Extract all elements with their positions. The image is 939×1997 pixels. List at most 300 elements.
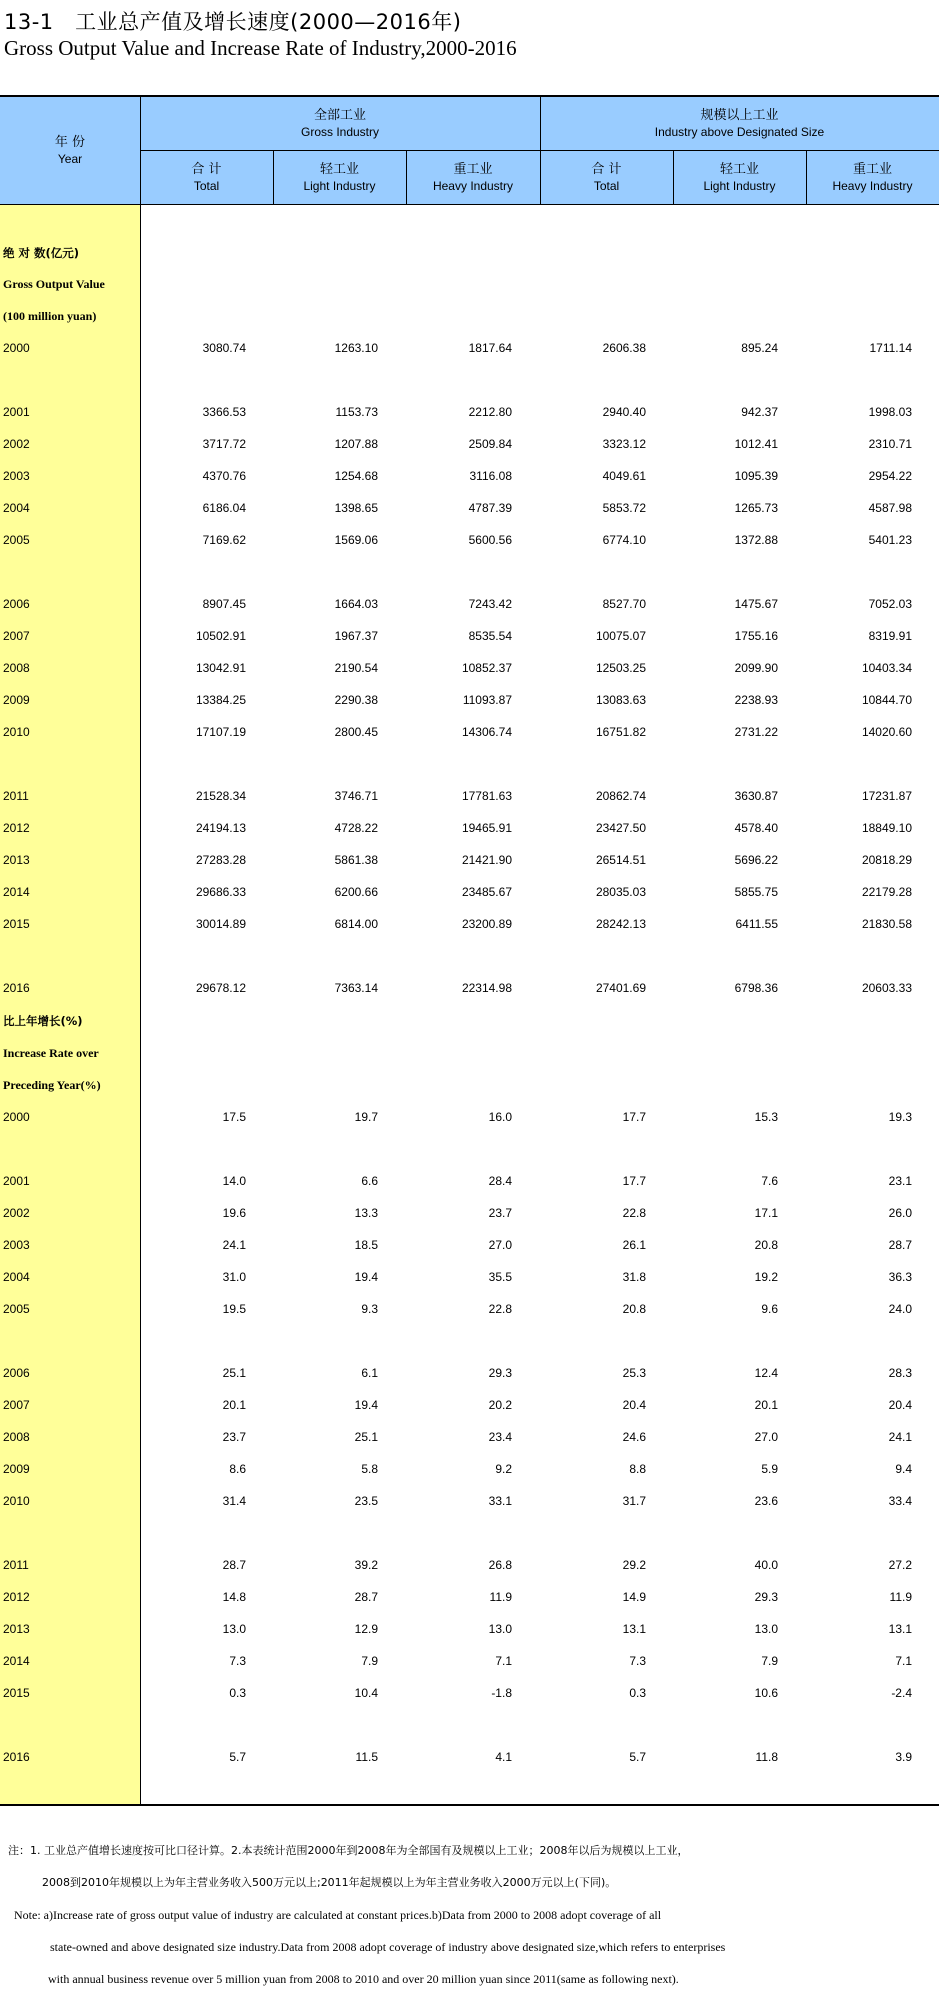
row-value: 27401.69 — [595, 981, 646, 995]
row-value: 20862.74 — [595, 789, 646, 803]
table-row — [0, 882, 939, 902]
row-value: 29.2 — [622, 1558, 646, 1572]
row-value: 29.3 — [754, 1590, 778, 1604]
row-value: 29.3 — [488, 1366, 512, 1380]
row-value: 3080.74 — [202, 341, 246, 355]
header-group-designated-en: Industry above Designated Size — [654, 124, 825, 139]
row-value: 17231.87 — [861, 789, 912, 803]
row-value: 1207.88 — [334, 437, 378, 451]
header-group-gross-cn: 全部工业 — [313, 107, 366, 123]
row-value: 36.3 — [888, 1270, 912, 1284]
section-label-en: Increase Rate over — [3, 1046, 99, 1060]
row-year: 2006 — [3, 597, 30, 611]
row-value: 22.8 — [488, 1302, 512, 1316]
row-value: 20.1 — [222, 1398, 246, 1412]
row-year: 2015 — [3, 917, 30, 931]
table-row — [0, 1587, 939, 1607]
row-value: 5401.23 — [868, 533, 912, 547]
header-col-4 — [540, 150, 673, 205]
row-value: 9.6 — [761, 1302, 778, 1316]
row-value: 24.1 — [888, 1430, 912, 1444]
row-value: 6200.66 — [334, 885, 378, 899]
row-value: 7.1 — [495, 1654, 512, 1668]
row-value: 7.9 — [361, 1654, 378, 1668]
row-value: 27.0 — [754, 1430, 778, 1444]
row-value: 10075.07 — [595, 629, 646, 643]
row-value: 23427.50 — [595, 821, 646, 835]
row-value: -1.8 — [491, 1686, 512, 1700]
row-value: 23.7 — [488, 1206, 512, 1220]
row-year: 2013 — [3, 1622, 30, 1636]
table-row — [0, 1555, 939, 1575]
table-row — [0, 1203, 939, 1223]
table-row — [0, 1683, 939, 1703]
table-row — [0, 978, 939, 998]
row-value: 6.6 — [361, 1174, 378, 1188]
row-value: 6411.55 — [735, 917, 778, 931]
row-value: 10844.70 — [861, 693, 912, 707]
row-value: 16751.82 — [595, 725, 646, 739]
table-row — [0, 1427, 939, 1447]
table-row — [0, 1235, 939, 1255]
row-value: 6814.00 — [334, 917, 378, 931]
row-value: 39.2 — [354, 1558, 378, 1572]
row-value: 7243.42 — [468, 597, 512, 611]
table-row — [0, 530, 939, 550]
header-group-gross-en: Gross Industry — [300, 124, 380, 139]
row-value: 2238.93 — [734, 693, 778, 707]
row-year: 2006 — [3, 1366, 30, 1380]
row-value: 22179.28 — [861, 885, 912, 899]
table-title-en: Gross Output Value and Increase Rate of Industry,2000-2016 — [4, 36, 517, 60]
row-value: -2.4 — [891, 1686, 912, 1700]
row-value: 19.6 — [222, 1206, 246, 1220]
row-value: 13083.63 — [595, 693, 646, 707]
row-year: 2016 — [3, 981, 30, 995]
row-value: 1372.88 — [734, 533, 778, 547]
row-year: 2012 — [3, 1590, 30, 1604]
table-row — [0, 1363, 939, 1383]
table-row — [0, 338, 939, 358]
row-value: 3746.71 — [334, 789, 378, 803]
row-value: 26.8 — [488, 1558, 512, 1572]
row-value: 22.8 — [622, 1206, 646, 1220]
row-value: 5.7 — [629, 1750, 646, 1764]
row-value: 9.3 — [361, 1302, 378, 1316]
row-value: 10403.34 — [861, 661, 912, 675]
row-value: 23.5 — [354, 1494, 378, 1508]
header-col-6-en: Heavy Industry — [832, 178, 913, 193]
table-row — [0, 722, 939, 742]
row-year: 2004 — [3, 1270, 30, 1284]
row-value: 6.1 — [361, 1366, 378, 1380]
table-header — [0, 95, 939, 205]
row-value: 23.4 — [488, 1430, 512, 1444]
table-bottom-border — [0, 1804, 939, 1806]
header-col-2-cn: 轻工业 — [319, 161, 359, 177]
header-col-5 — [673, 150, 806, 205]
row-value: 28242.13 — [595, 917, 646, 931]
note-line: Note: a)Increase rate of gross output value of industry are calculated at constant prices.b)Data from 2000 to 2008 adopt coverage of all — [14, 1908, 662, 1922]
row-year: 2003 — [3, 1238, 30, 1252]
row-value: 942.37 — [741, 405, 778, 419]
section-label-en: (100 million yuan) — [3, 309, 97, 323]
row-value: 17107.19 — [195, 725, 246, 739]
row-value: 28.3 — [888, 1366, 912, 1380]
row-value: 28.4 — [488, 1174, 512, 1188]
row-value: 15.3 — [754, 1110, 778, 1124]
row-value: 26.0 — [888, 1206, 912, 1220]
row-year: 2007 — [3, 629, 30, 643]
table-row — [0, 818, 939, 838]
row-value: 7052.03 — [868, 597, 912, 611]
row-value: 0.3 — [229, 1686, 246, 1700]
row-value: 31.4 — [222, 1494, 246, 1508]
row-value: 13384.25 — [195, 693, 246, 707]
header-col-3 — [406, 150, 540, 205]
row-value: 29686.33 — [195, 885, 246, 899]
row-value: 19.5 — [222, 1302, 246, 1316]
row-value: 4728.22 — [334, 821, 378, 835]
row-year: 2000 — [3, 1110, 30, 1124]
row-value: 24.6 — [622, 1430, 646, 1444]
row-value: 11.8 — [755, 1750, 778, 1764]
table-row — [0, 1171, 939, 1191]
header-divider-v — [540, 97, 541, 205]
row-value: 29678.12 — [195, 981, 246, 995]
row-value: 25.1 — [222, 1366, 246, 1380]
row-value: 20.2 — [488, 1398, 512, 1412]
row-value: 1711.14 — [869, 341, 912, 355]
row-value: 24.1 — [222, 1238, 246, 1252]
header-col-2 — [273, 150, 406, 205]
section-label-cn: 比上年增长(%) — [3, 1014, 83, 1028]
row-value: 25.3 — [622, 1366, 646, 1380]
row-value: 3.9 — [895, 1750, 912, 1764]
row-value: 1012.41 — [734, 437, 778, 451]
row-value: 12503.25 — [595, 661, 646, 675]
table-row — [0, 594, 939, 614]
row-year: 2010 — [3, 725, 30, 739]
row-value: 12.9 — [354, 1622, 378, 1636]
row-value: 27.0 — [488, 1238, 512, 1252]
row-value: 19.2 — [754, 1270, 778, 1284]
header-col-1-en: Total — [193, 178, 220, 193]
row-value: 4.1 — [495, 1750, 512, 1764]
row-value: 7.9 — [761, 1654, 778, 1668]
row-value: 23200.89 — [461, 917, 512, 931]
row-value: 7363.14 — [334, 981, 378, 995]
row-value: 5.7 — [229, 1750, 246, 1764]
header-col-6-cn: 重工业 — [852, 161, 892, 177]
row-value: 11.9 — [489, 1590, 512, 1604]
table-row — [0, 1107, 939, 1127]
row-value: 13042.91 — [195, 661, 246, 675]
row-value: 13.3 — [354, 1206, 378, 1220]
note-line: 注：1. 工业总产值增长速度按可比口径计算。2.本表统计范围2000年到2008年为全部国有及规模以上工业；2008年以后为规模以上工业， — [8, 1844, 689, 1857]
header-year-en: Year — [57, 152, 83, 166]
row-value: 10852.37 — [461, 661, 512, 675]
row-value: 35.5 — [488, 1270, 512, 1284]
header-col-1 — [140, 150, 273, 205]
row-value: 24.0 — [888, 1302, 912, 1316]
row-value: 7169.62 — [202, 533, 246, 547]
row-value: 6186.04 — [202, 501, 246, 515]
row-value: 8.6 — [229, 1462, 246, 1476]
row-value: 14.8 — [222, 1590, 246, 1604]
row-value: 895.24 — [741, 341, 778, 355]
row-value: 13.1 — [622, 1622, 646, 1636]
row-year: 2014 — [3, 885, 30, 899]
row-value: 5600.56 — [468, 533, 512, 547]
row-value: 13.1 — [888, 1622, 912, 1636]
row-value: 11.9 — [889, 1590, 912, 1604]
row-value: 23.1 — [888, 1174, 912, 1188]
row-value: 4578.40 — [734, 821, 778, 835]
row-value: 20.8 — [754, 1238, 778, 1252]
row-value: 1967.37 — [334, 629, 378, 643]
row-value: 6774.10 — [602, 533, 646, 547]
row-value: 19.4 — [354, 1398, 378, 1412]
header-col-2-en: Light Industry — [303, 178, 376, 193]
row-value: 24194.13 — [195, 821, 246, 835]
row-value: 1817.64 — [468, 341, 512, 355]
row-value: 20.1 — [754, 1398, 778, 1412]
header-col-5-en: Light Industry — [703, 178, 776, 193]
row-value: 10.4 — [354, 1686, 378, 1700]
row-value: 19.7 — [354, 1110, 378, 1124]
row-value: 2190.54 — [334, 661, 378, 675]
row-value: 27283.28 — [195, 853, 246, 867]
table-row — [0, 1395, 939, 1415]
row-value: 4049.61 — [602, 469, 646, 483]
row-value: 20.8 — [622, 1302, 646, 1316]
table-row — [0, 786, 939, 806]
row-value: 0.3 — [629, 1686, 646, 1700]
header-col-3-cn: 重工业 — [453, 161, 493, 177]
table-row — [0, 850, 939, 870]
row-value: 21528.34 — [195, 789, 246, 803]
row-value: 18849.10 — [861, 821, 912, 835]
row-value: 4587.98 — [868, 501, 912, 515]
row-value: 5861.38 — [334, 853, 378, 867]
row-year: 2004 — [3, 501, 30, 515]
row-value: 7.3 — [629, 1654, 646, 1668]
row-year: 2014 — [3, 1654, 30, 1668]
row-year: 2005 — [3, 1302, 30, 1316]
row-year: 2002 — [3, 437, 30, 451]
header-group-gross — [140, 97, 540, 150]
row-value: 1398.65 — [334, 501, 378, 515]
row-value: 18.5 — [354, 1238, 378, 1252]
row-value: 2212.80 — [468, 405, 512, 419]
row-value: 11093.87 — [462, 693, 512, 707]
row-value: 21421.90 — [461, 853, 512, 867]
row-value: 4787.39 — [468, 501, 512, 515]
row-value: 17781.63 — [461, 789, 512, 803]
row-value: 31.7 — [622, 1494, 646, 1508]
row-value: 1755.16 — [734, 629, 778, 643]
row-value: 10.6 — [754, 1686, 778, 1700]
row-value: 21830.58 — [861, 917, 912, 931]
row-value: 14.0 — [222, 1174, 246, 1188]
row-value: 25.1 — [354, 1430, 378, 1444]
row-value: 5.8 — [361, 1462, 378, 1476]
row-value: 1263.10 — [334, 341, 378, 355]
table-row — [0, 466, 939, 486]
row-value: 17.1 — [754, 1206, 778, 1220]
row-value: 1475.67 — [734, 597, 778, 611]
row-value: 5.9 — [761, 1462, 778, 1476]
header-group-designated-cn: 规模以上工业 — [700, 107, 779, 123]
row-value: 2800.45 — [334, 725, 378, 739]
row-value: 8319.91 — [868, 629, 912, 643]
header-col-6 — [806, 150, 939, 205]
row-value: 5855.75 — [734, 885, 778, 899]
row-value: 1664.03 — [334, 597, 378, 611]
table-row — [0, 690, 939, 710]
row-year: 2001 — [3, 1174, 30, 1188]
table-row — [0, 1747, 939, 1767]
row-year: 2000 — [3, 341, 30, 355]
row-value: 11.5 — [355, 1750, 378, 1764]
row-year: 2011 — [3, 789, 29, 803]
header-col-4-en: Total — [593, 178, 620, 193]
row-value: 2731.22 — [734, 725, 778, 739]
row-value: 3323.12 — [602, 437, 646, 451]
row-value: 2606.38 — [602, 341, 646, 355]
row-year: 2016 — [3, 1750, 30, 1764]
row-value: 33.1 — [488, 1494, 512, 1508]
table-row — [0, 498, 939, 518]
row-value: 2954.22 — [868, 469, 912, 483]
table-row — [0, 914, 939, 934]
row-value: 8535.54 — [468, 629, 512, 643]
row-value: 1095.39 — [734, 469, 778, 483]
row-value: 12.4 — [754, 1366, 778, 1380]
row-value: 14.9 — [622, 1590, 646, 1604]
row-value: 19.3 — [888, 1110, 912, 1124]
row-value: 1254.68 — [334, 469, 378, 483]
header-col-1-cn: 合 计 — [191, 161, 222, 177]
header-year-cn: 年 份 — [54, 135, 86, 150]
row-value: 26514.51 — [595, 853, 646, 867]
row-value: 28.7 — [888, 1238, 912, 1252]
row-value: 9.2 — [495, 1462, 512, 1476]
section-label-en: Gross Output Value — [3, 277, 105, 291]
table-row — [0, 1299, 939, 1319]
table-row — [0, 434, 939, 454]
row-year: 2012 — [3, 821, 30, 835]
header-col-3-en: Heavy Industry — [432, 178, 514, 193]
table-row — [0, 1619, 939, 1639]
row-year: 2013 — [3, 853, 30, 867]
row-value: 17.5 — [222, 1110, 246, 1124]
note-line: 2008到2010年规模以上为年主营业务收入500万元以上;2011年起规模以上为年主营业务收入2000万元以上(下同)。 — [42, 1876, 617, 1889]
row-value: 19.4 — [354, 1270, 378, 1284]
row-value: 31.8 — [622, 1270, 646, 1284]
header-divider-v — [806, 150, 807, 205]
section-label-en: Preceding Year(%) — [3, 1078, 101, 1092]
table-row — [0, 1459, 939, 1479]
row-value: 8527.70 — [602, 597, 646, 611]
header-col-5-cn: 轻工业 — [719, 161, 759, 177]
row-value: 33.4 — [888, 1494, 912, 1508]
row-value: 2099.90 — [734, 661, 778, 675]
table-row — [0, 1651, 939, 1671]
row-value: 8907.45 — [202, 597, 246, 611]
row-value: 7.3 — [229, 1654, 246, 1668]
row-value: 3116.08 — [469, 469, 512, 483]
row-value: 40.0 — [754, 1558, 778, 1572]
row-value: 22314.98 — [461, 981, 512, 995]
row-value: 10502.91 — [195, 629, 246, 643]
row-value: 5853.72 — [602, 501, 646, 515]
row-value: 20.4 — [888, 1398, 912, 1412]
row-value: 23485.67 — [461, 885, 512, 899]
row-value: 20818.29 — [861, 853, 912, 867]
row-value: 1569.06 — [334, 533, 378, 547]
row-value: 20.4 — [622, 1398, 646, 1412]
row-year: 2009 — [3, 693, 30, 707]
row-value: 3717.72 — [202, 437, 246, 451]
row-year: 2010 — [3, 1494, 30, 1508]
row-value: 7.1 — [895, 1654, 912, 1668]
table-row — [0, 1267, 939, 1287]
row-value: 2509.84 — [468, 437, 512, 451]
row-value: 30014.89 — [195, 917, 246, 931]
header-divider-v — [273, 150, 274, 205]
row-year: 2002 — [3, 1206, 30, 1220]
row-value: 28035.03 — [595, 885, 646, 899]
row-value: 3366.53 — [202, 405, 246, 419]
row-year: 2015 — [3, 1686, 30, 1700]
row-value: 23.7 — [222, 1430, 246, 1444]
row-year: 2007 — [3, 1398, 30, 1412]
header-year — [0, 97, 140, 205]
row-value: 16.0 — [488, 1110, 512, 1124]
row-value: 7.6 — [761, 1174, 778, 1188]
row-value: 13.0 — [754, 1622, 778, 1636]
row-value: 6798.36 — [734, 981, 778, 995]
row-value: 8.8 — [629, 1462, 646, 1476]
row-value: 3630.87 — [734, 789, 778, 803]
row-value: 17.7 — [622, 1174, 646, 1188]
row-year: 2009 — [3, 1462, 30, 1476]
row-value: 1265.73 — [734, 501, 778, 515]
note-line: with annual business revenue over 5 million yuan from 2008 to 2010 and over 20 million yuan since 2011(same as following next). — [48, 1972, 679, 1986]
header-divider-v — [406, 150, 407, 205]
table-row — [0, 658, 939, 678]
row-value: 23.6 — [754, 1494, 778, 1508]
row-value: 5696.22 — [734, 853, 778, 867]
section-label-cn: 绝 对 数(亿元) — [3, 246, 80, 260]
table-row — [0, 626, 939, 646]
row-value: 13.0 — [488, 1622, 512, 1636]
row-value: 14020.60 — [861, 725, 912, 739]
row-value: 27.2 — [888, 1558, 912, 1572]
row-year: 2008 — [3, 1430, 30, 1444]
header-divider-v — [140, 97, 141, 205]
row-value: 14306.74 — [461, 725, 512, 739]
row-year: 2011 — [3, 1558, 29, 1572]
row-value: 9.4 — [895, 1462, 912, 1476]
row-year: 2005 — [3, 533, 30, 547]
row-value: 28.7 — [354, 1590, 378, 1604]
row-value: 28.7 — [222, 1558, 246, 1572]
table-row — [0, 402, 939, 422]
header-col-4-cn: 合 计 — [591, 161, 622, 177]
